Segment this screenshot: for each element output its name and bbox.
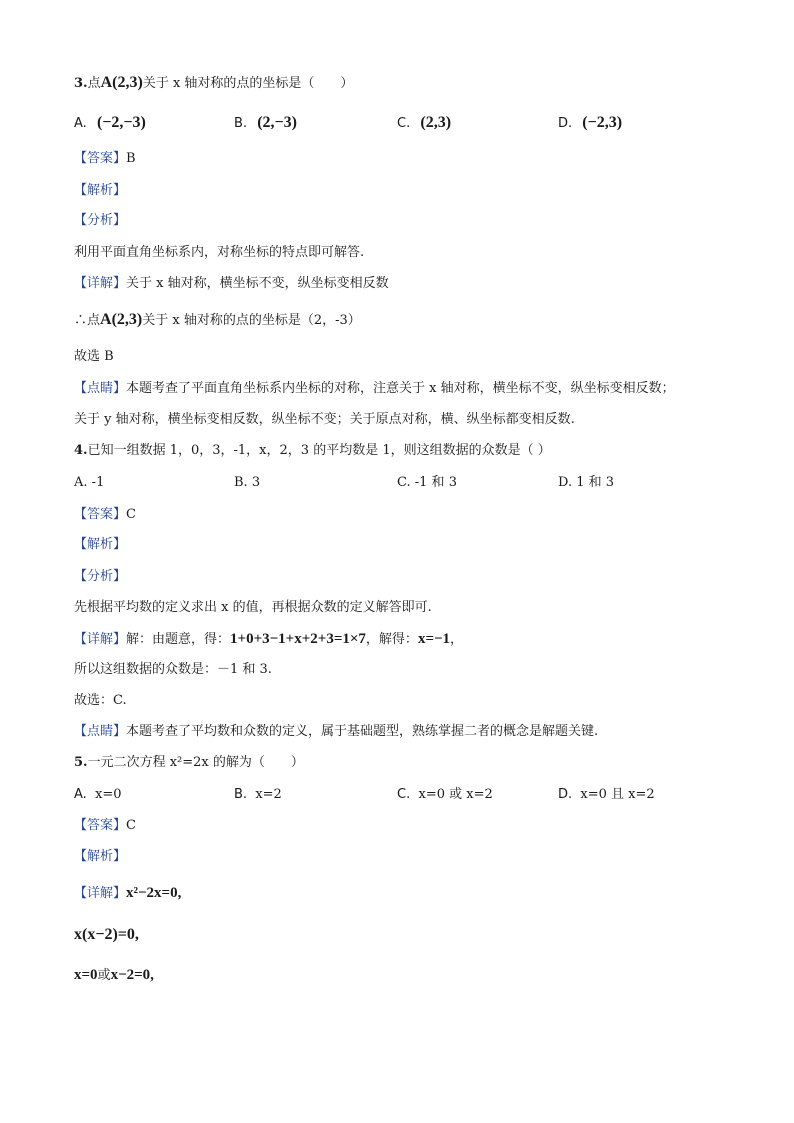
- q5-xiangjie: 【详解】x²−2x=0,: [74, 885, 182, 901]
- q4-jiexi: 【解析】: [74, 537, 127, 552]
- q4-option-c: C. -1 和 3: [397, 475, 457, 490]
- q4-fenxi: 【分析】: [74, 569, 127, 584]
- q4-option-d: D. 1 和 3: [558, 475, 615, 490]
- q4-choose: 故选：C.: [74, 693, 127, 708]
- q5-number: 5.: [74, 755, 88, 770]
- q3-option-d: D. (−2,3): [558, 114, 623, 131]
- q3-fenxi: 【分析】: [74, 213, 127, 228]
- q5-option-b: B. x=2: [234, 787, 282, 802]
- q3-point: A(2,3): [100, 74, 143, 91]
- q5-stem: 5.一元二次方程 x²=2x 的解为（ ）: [74, 755, 304, 770]
- q4-xiangjie: 【详解】解：由题意，得：1+0+3−1+x+2+3=1×7，解得：x=−1，: [74, 631, 464, 647]
- q4-fenxi-text: 先根据平均数的定义求出 x 的值，再根据众数的定义解答即可.: [74, 600, 432, 615]
- q4-option-b: B. 3: [234, 475, 261, 490]
- q3-dianjing: 【点睛】本题考查了平面直角坐标系内坐标的对称，注意关于 x 轴对称，横坐标不变，纵坐标变相反数；: [74, 381, 675, 396]
- q3-fenxi-text: 利用平面直角坐标系内，对称坐标的特点即可解答.: [74, 245, 365, 260]
- q5-step3: x=0或x−2=0,: [74, 967, 154, 983]
- q5-option-d: D. x=0 且 x=2: [558, 787, 655, 802]
- q3-xiangjie: 【详解】关于 x 轴对称，横坐标不变，纵坐标变相反数: [74, 276, 389, 291]
- q3-stem: [74, 74, 353, 93]
- q4-equation: 1+0+3−1+x+2+3=1×7: [230, 631, 366, 647]
- q4-number: 4.: [74, 443, 88, 458]
- q5-option-a: A. x=0: [74, 787, 122, 802]
- q3-dianjing-line2: 关于 y 轴对称，横坐标变相反数，纵坐标不变；关于原点对称，横、纵坐标都变相反数.: [74, 412, 575, 427]
- q4-dianjing: 【点睛】本题考查了平均数和众数的定义，属于基础题型，熟练掌握二者的概念是解题关键.: [74, 724, 599, 739]
- q3-stem-pre: 点: [87, 76, 101, 91]
- q3-jiexi: 【解析】: [74, 183, 127, 198]
- q3-option-c: C. (2,3): [397, 114, 452, 131]
- q4-mode-line: 所以这组数据的众数是：－1 和 3.: [74, 662, 272, 677]
- q5-step2: x(x−2)=0,: [74, 926, 139, 943]
- q4-answer: 【答案】C: [74, 507, 136, 522]
- q4-solution: x=−1: [417, 631, 451, 647]
- q3-answer: 【答案】B: [74, 151, 136, 166]
- q3-option-b: B. (2,−3): [234, 114, 297, 131]
- q3-number: 3.: [74, 76, 88, 91]
- q3-therefore: ∴点A(2,3)关于 x 轴对称的点的坐标是（2，-3）: [74, 311, 361, 328]
- q5-answer: 【答案】C: [74, 818, 136, 833]
- q3-choose: 故选 B: [74, 349, 114, 364]
- q3-option-a: A. (−2,−3): [74, 114, 146, 131]
- answer-tag: 【答案】: [74, 151, 127, 166]
- q3-stem-post: 关于 x 轴对称的点的坐标是（ ）: [142, 76, 354, 91]
- q5-step1: x²−2x=0,: [126, 885, 182, 901]
- q5-jiexi: 【解析】: [74, 849, 127, 864]
- q4-option-a: A. -1: [74, 475, 105, 490]
- q5-option-c: C. x=0 或 x=2: [397, 787, 493, 802]
- q4-stem: 4.已知一组数据 1，0，3，-1，x，2，3 的平均数是 1，则这组数据的众数是（ ）: [74, 443, 551, 458]
